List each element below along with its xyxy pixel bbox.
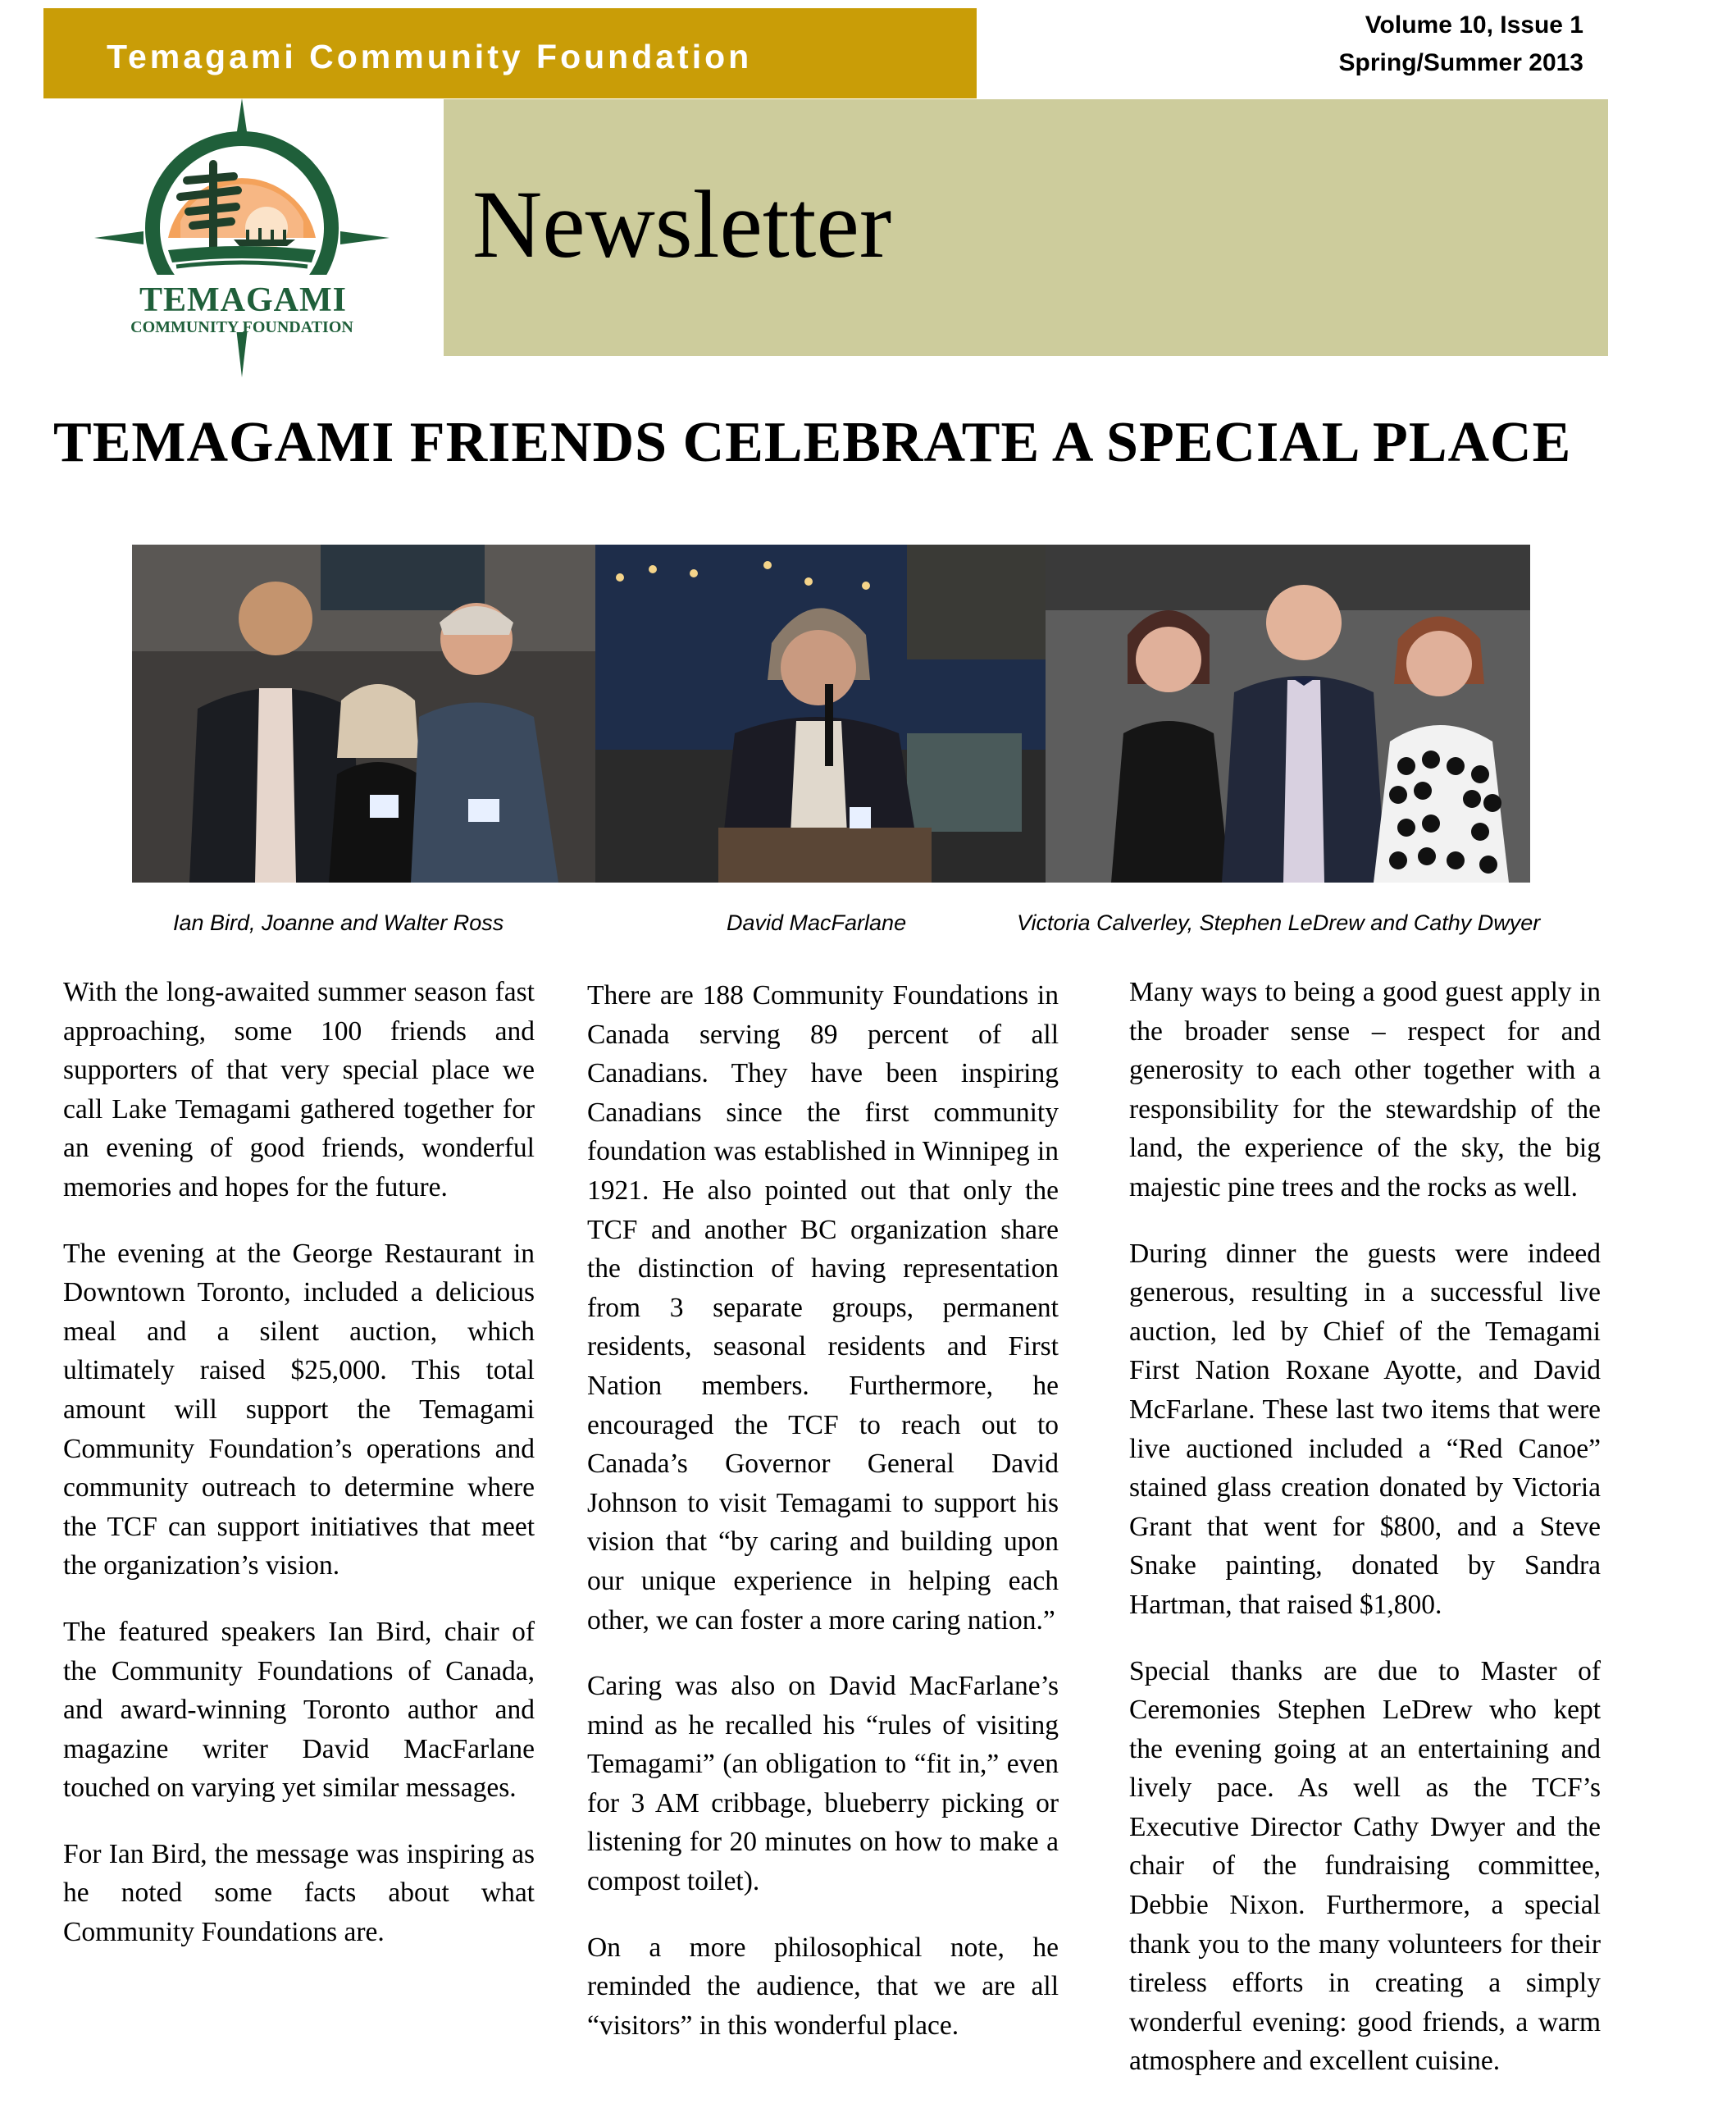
paragraph: Many ways to being a good guest apply in the broader sense – respect for and generosity to each other together with a responsibility for the stewardship of the land, the experience of the sky, the big majestic pine trees and the rocks as well. [1129, 977, 1601, 1202]
newsletter-title-panel [444, 99, 1608, 356]
issue-info [1339, 7, 1583, 82]
logo-name-line1: TEMAGAMI [139, 281, 347, 319]
photo-calverley-ledrew-dwyer [1046, 545, 1530, 883]
photo-bird-ross [132, 545, 595, 883]
org-name-banner [43, 8, 977, 98]
article-column-3 [1129, 973, 1601, 2108]
paragraph: The evening at the George Restaurant in Downtown Toronto, included a delicious meal and a silent auction, which ultimately raised $25,000. This total amount will support the Temagami Community Foundation’s operations and community outreach to determine where the TCF can support initiatives that meet the organization’s vision. [63, 1238, 535, 1581]
paragraph: The featured speakers Ian Bird, chair of the Community Foundations of Canada, and award-winning Toronto author and magazine writer David MacFarlane touched on varying yet similar messages. [63, 1616, 535, 1804]
headline: TEMAGAMI FRIENDS CELEBRATE A SPECIAL PLACE [53, 411, 1572, 474]
article-column-1 [63, 973, 535, 1979]
volume-issue: Volume 10, Issue 1 [1365, 11, 1583, 39]
photo-macfarlane [595, 545, 1046, 883]
logo-name-line2: COMMUNITY FOUNDATION [130, 318, 353, 336]
paragraph: Caring was also on David MacFarlane’s mind as he recalled his “rules of visiting Temagami” (an obligation to “fit in,” even for 3 AM cribbage, blueberry picking or listening for 20 minutes on how to make a compost toilet). [587, 1671, 1059, 1897]
foundation-logo [90, 98, 394, 381]
paragraph: Special thanks are due to Master of Ceremonies Stephen LeDrew who kept the evening going at an entertaining and lively pace. As well as the TCF’s Executive Director Cathy Dwyer and the chair of the fundraising committee, Debbie Nixon. Furthermore, a special thank you to the many volunteers for their tireless efforts in creating a simply wonderful evening: good friends, a warm atmosphere and excellent cuisine. [1129, 1655, 1601, 2077]
paragraph: During dinner the guests were indeed generous, resulting in a successful live auction, led by Chief of the Temagami First Nation Roxane Ayotte, and David McFarlane. These last two items that were live auctioned included a “Red Canoe” stained glass creation donated by Victoria Grant that went for $800, and a Steve Snake painting, donated by Sandra Hartman, that raised $1,800. [1129, 1238, 1601, 1620]
photo-caption-1: Ian Bird, Joanne and Walter Ross [173, 910, 504, 935]
paragraph: There are 188 Community Foundations in Canada serving 89 percent of all Canadians. They have been inspiring Canadians since the first community foundation was established in Winnipeg in 1921. He also pointed out that only the TCF and another BC organization share the distinction of having representation from 3 separate groups, permanent residents, seasonal residents and First Nation members. Furthermore, he encouraged the TCF to reach out to Canada’s Governor General David Johnson to visit Temagami to support his vision that “by caring and building upon our unique experience in helping each other, we can foster a more caring nation.” [587, 980, 1059, 1636]
paragraph: For Ian Bird, the message was inspiring as he noted some facts about what Community Foundations are. [63, 1838, 535, 1948]
photo-caption-2: David MacFarlane [727, 910, 907, 935]
article-column-2 [587, 976, 1059, 2072]
issue-season: Spring/Summer 2013 [1338, 49, 1583, 76]
newsletter-title: Newsletter [472, 171, 892, 278]
photo-caption-3: Victoria Calverley, Stephen LeDrew and Cathy Dwyer [1017, 910, 1541, 935]
org-name: Temagami Community Foundation [107, 38, 753, 75]
paragraph: On a more philosophical note, he reminded the audience, that we are all “visitors” in this wonderful place. [587, 1932, 1059, 2041]
paragraph: With the long-awaited summer season fast approaching, some 100 friends and supporters of that very special place we call Lake Temagami gathered together for an evening of good friends, wonderful memories and hopes for the future. [63, 977, 535, 1202]
compass-logo-icon [90, 98, 394, 381]
